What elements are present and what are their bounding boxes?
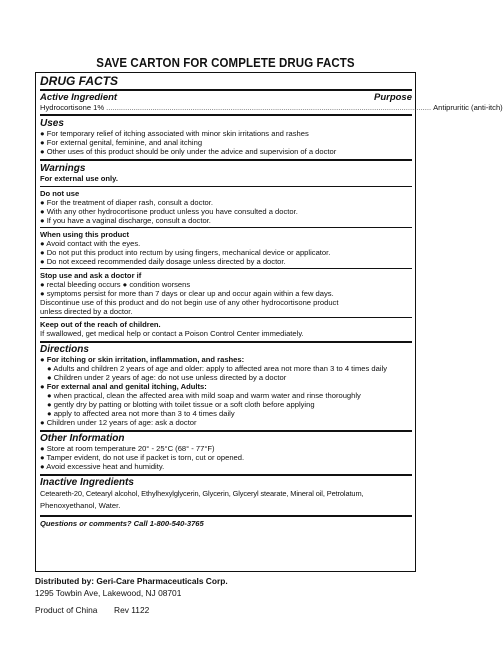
list-item: ● Avoid contact with the eyes. bbox=[40, 239, 141, 248]
external-use-note: For external use only. bbox=[40, 174, 118, 183]
anal-itching-heading: ● For external anal and genital itching, Adults: bbox=[40, 382, 207, 391]
list-item: unless directed by a doctor. bbox=[40, 307, 133, 316]
divider bbox=[40, 430, 412, 432]
other-information-section bbox=[40, 433, 412, 471]
list-item: ● Children under 12 years of age: ask a doctor bbox=[40, 418, 197, 427]
drug-facts-title: DRUG FACTS bbox=[40, 74, 118, 88]
stop-use-heading: Stop use and ask a doctor if bbox=[40, 271, 142, 280]
other-information-heading: Other Information bbox=[40, 433, 125, 444]
do-not-use-section bbox=[40, 189, 412, 225]
list-item: ● Adults and children 2 years of age and older: apply to affected area not more than 3 to 4 times daily bbox=[47, 364, 388, 373]
active-ingredient-heading: Active Ingredient bbox=[40, 92, 118, 103]
stop-use-section bbox=[40, 271, 412, 316]
list-item: ● With any other hydrocortisone product unless you have consulted a doctor. bbox=[40, 207, 298, 216]
drug-facts-panel bbox=[35, 72, 503, 572]
list-item: ● when practical, clean the affected area with mild soap and warm water and rinse thoroughly bbox=[47, 391, 361, 400]
divider bbox=[40, 317, 412, 318]
keep-out-section bbox=[40, 320, 412, 338]
product-of-text: Product of China bbox=[35, 605, 98, 615]
list-item: ● For external genital, feminine, and anal itching bbox=[40, 138, 203, 147]
list-item: ● Children under 2 years of age: do not use unless directed by a doctor bbox=[47, 373, 287, 382]
list-item: ● symptoms persist for more than 7 days or clear up and occur again within a few days. bbox=[40, 289, 334, 298]
when-using-heading: When using this product bbox=[40, 230, 130, 239]
divider bbox=[40, 474, 412, 476]
uses-section bbox=[40, 118, 412, 156]
inactive-ingredients-line: Ceteareth-20, Cetearyl alcohol, Ethylhexylglycerin, Glycerin, Glyceryl stearate, Mineral oil, Petrolatum, bbox=[40, 489, 364, 498]
directions-section bbox=[40, 344, 412, 427]
list-item: ● Avoid excessive heat and humidity. bbox=[40, 462, 165, 471]
revision-text: Rev 1122 bbox=[114, 605, 150, 615]
inactive-ingredients-heading: Inactive Ingredients bbox=[40, 477, 134, 488]
list-item: ● Tamper evident, do not use if packet is torn, cut or opened. bbox=[40, 453, 245, 462]
origin-and-revision bbox=[35, 605, 149, 615]
list-item: ● Store at room temperature 20° - 25°C (68° - 77°F) bbox=[40, 444, 215, 453]
distributor-name: Distributed by: Geri-Care Pharmaceuticals Corp. bbox=[35, 576, 228, 586]
list-item: ● Other uses of this product should be only under the advice and supervision of a doctor bbox=[40, 147, 337, 156]
divider bbox=[40, 114, 412, 116]
active-ingredient-section bbox=[40, 92, 503, 112]
divider bbox=[40, 159, 412, 161]
itching-heading: ● For itching or skin irritation, inflammation, and rashes: bbox=[40, 355, 245, 364]
distributor-address: 1295 Towbin Ave, Lakewood, NJ 08701 bbox=[35, 588, 182, 598]
questions-section bbox=[40, 519, 412, 528]
questions-text: Questions or comments? Call 1-800-540-3765 bbox=[40, 519, 204, 528]
do-not-use-heading: Do not use bbox=[40, 189, 80, 198]
keep-out-text: If swallowed, get medical help or contact a Poison Control Center immediately. bbox=[40, 329, 304, 338]
active-ingredient: Hydrocortisone 1% bbox=[40, 103, 105, 112]
divider bbox=[40, 89, 412, 91]
list-item: Discontinue use of this product and do not begin use of any other hydrocortisone product bbox=[40, 298, 339, 307]
warnings-section bbox=[40, 163, 412, 183]
divider bbox=[40, 268, 412, 269]
save-carton-title: SAVE CARTON FOR COMPLETE DRUG FACTS bbox=[96, 56, 355, 70]
keep-out-heading: Keep out of the reach of children. bbox=[40, 320, 161, 329]
inactive-ingredients-section bbox=[40, 477, 412, 512]
list-item: ● Do not put this product into rectum by using fingers, mechanical device or applicator. bbox=[40, 248, 331, 257]
warnings-heading: Warnings bbox=[40, 163, 86, 174]
divider bbox=[40, 227, 412, 228]
divider bbox=[40, 186, 412, 187]
directions-heading: Directions bbox=[40, 344, 89, 355]
inactive-ingredients-line: Phenoxyethanol, Water. bbox=[40, 501, 121, 510]
list-item: ● For the treatment of diaper rash, consult a doctor. bbox=[40, 198, 214, 207]
list-item: ● gently dry by patting or blotting with toilet tissue or a soft cloth before applying bbox=[47, 400, 315, 409]
when-using-section bbox=[40, 230, 412, 266]
list-item: ● For temporary relief of itching associated with minor skin irritations and rashes bbox=[40, 129, 309, 138]
divider bbox=[40, 341, 412, 343]
purpose-text: Antipruritic (anti-itch) bbox=[433, 103, 503, 112]
purpose-heading: Purpose bbox=[373, 92, 412, 103]
list-item: ● rectal bleeding occurs ● condition worsens bbox=[40, 280, 191, 289]
list-item: ● Do not exceed recommended daily dosage unless directed by a doctor. bbox=[40, 257, 286, 266]
list-item: ● If you have a vaginal discharge, consult a doctor. bbox=[40, 216, 211, 225]
divider bbox=[40, 515, 412, 517]
uses-heading: Uses bbox=[40, 118, 64, 129]
list-item: ● apply to affected area not more than 3 to 4 times daily bbox=[47, 409, 235, 418]
leader-dots: .......................................................................................................................................................... bbox=[106, 103, 432, 112]
